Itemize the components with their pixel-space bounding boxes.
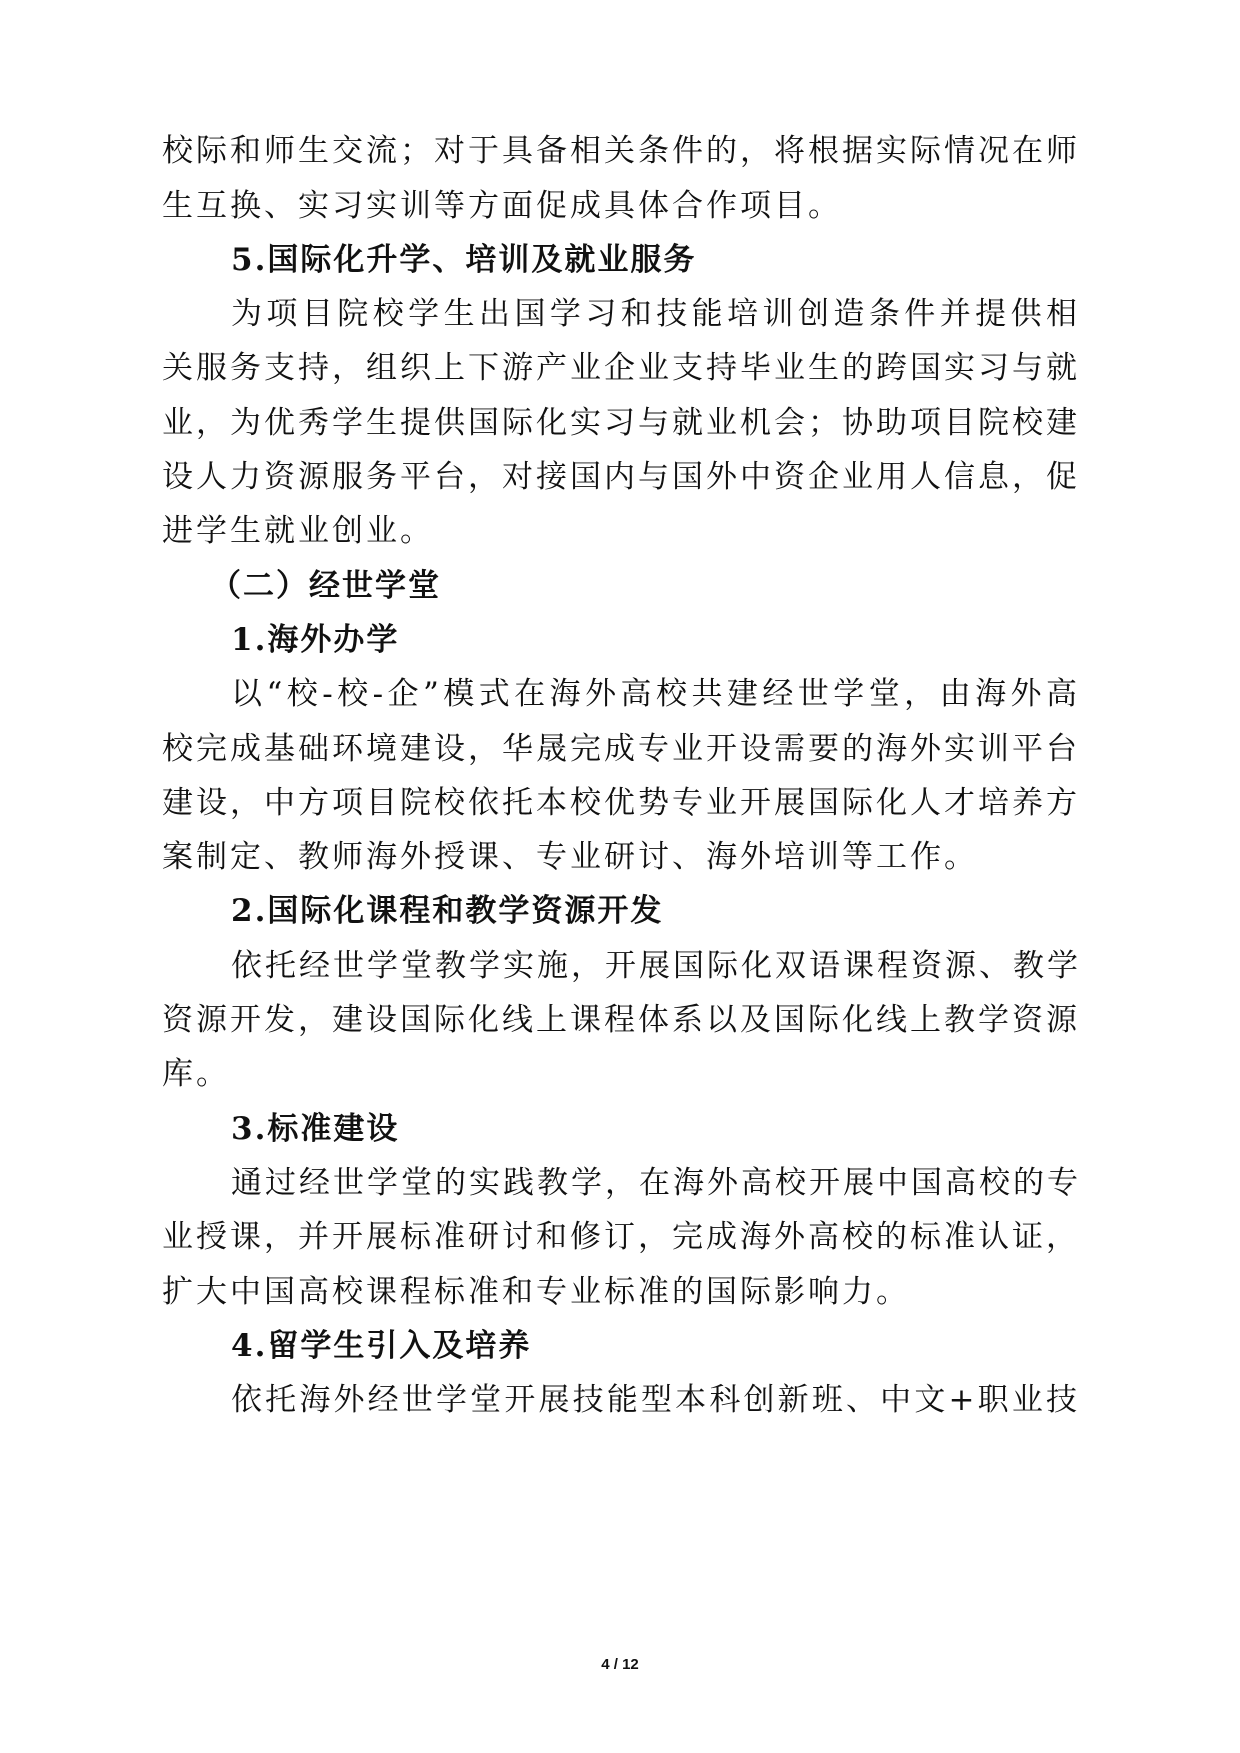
body-text-line: 校际和师生交流；对于具备相关条件的，将根据实际情况在师 — [162, 133, 1080, 169]
body-text-line: 建设，中方项目院校依托本校优势专业开展国际化人才培养方 — [162, 785, 1080, 821]
document-page — [162, 0, 1080, 1753]
body-text-line: 业，为优秀学生提供国际化实习与就业机会；协助项目院校建 — [162, 405, 1080, 441]
page-number: 4 / 12 — [601, 1656, 639, 1673]
section-heading-3: 3.标准建设 — [231, 1111, 400, 1147]
body-text-line: 设人力资源服务平台，对接国内与国外中资企业用人信息，促 — [162, 459, 1080, 495]
section-heading-2: 2.国际化课程和教学资源开发 — [231, 893, 664, 929]
body-text-line: 校完成基础环境建设，华晟完成专业开设需要的海外实训平台 — [162, 731, 1080, 767]
body-text-line: 依托经世学堂教学实施，开展国际化双语课程资源、教学 — [231, 948, 1081, 984]
body-text-line: 资源开发，建设国际化线上课程体系以及国际化线上教学资源 — [162, 1002, 1080, 1038]
body-text-line: 进学生就业创业。 — [162, 513, 434, 549]
body-text-line: 库。 — [162, 1056, 230, 1092]
body-text-line: 为项目院校学生出国学习和技能培训创造条件并提供相 — [231, 296, 1080, 332]
body-text-line: 扩大中国高校课程标准和专业标准的国际影响力。 — [162, 1274, 910, 1310]
body-text-line: 以“校-校-企”模式在海外高校共建经世学堂，由海外高 — [231, 676, 1080, 712]
section-heading-4: 4.留学生引入及培养 — [231, 1328, 532, 1364]
body-text-line: 案制定、教师海外授课、专业研讨、海外培训等工作。 — [162, 839, 978, 875]
body-text-line: 通过经世学堂的实践教学，在海外高校开展中国高校的专 — [231, 1165, 1081, 1201]
body-text-line: 关服务支持，组织上下游产业企业支持毕业生的跨国实习与就 — [162, 350, 1080, 386]
body-text-line: 业授课，并开展标准研讨和修订，完成海外高校的标准认证， — [162, 1219, 1080, 1255]
section-heading-5: 5.国际化升学、培训及就业服务 — [231, 242, 697, 278]
body-text-line: 依托海外经世学堂开展技能型本科创新班、中文+职业技 — [231, 1382, 1080, 1418]
section-heading-1: 1.海外办学 — [231, 622, 400, 658]
section-heading-jingshi: （二）经世学堂 — [210, 568, 441, 604]
body-text-line: 生互换、实习实训等方面促成具体合作项目。 — [162, 188, 842, 224]
